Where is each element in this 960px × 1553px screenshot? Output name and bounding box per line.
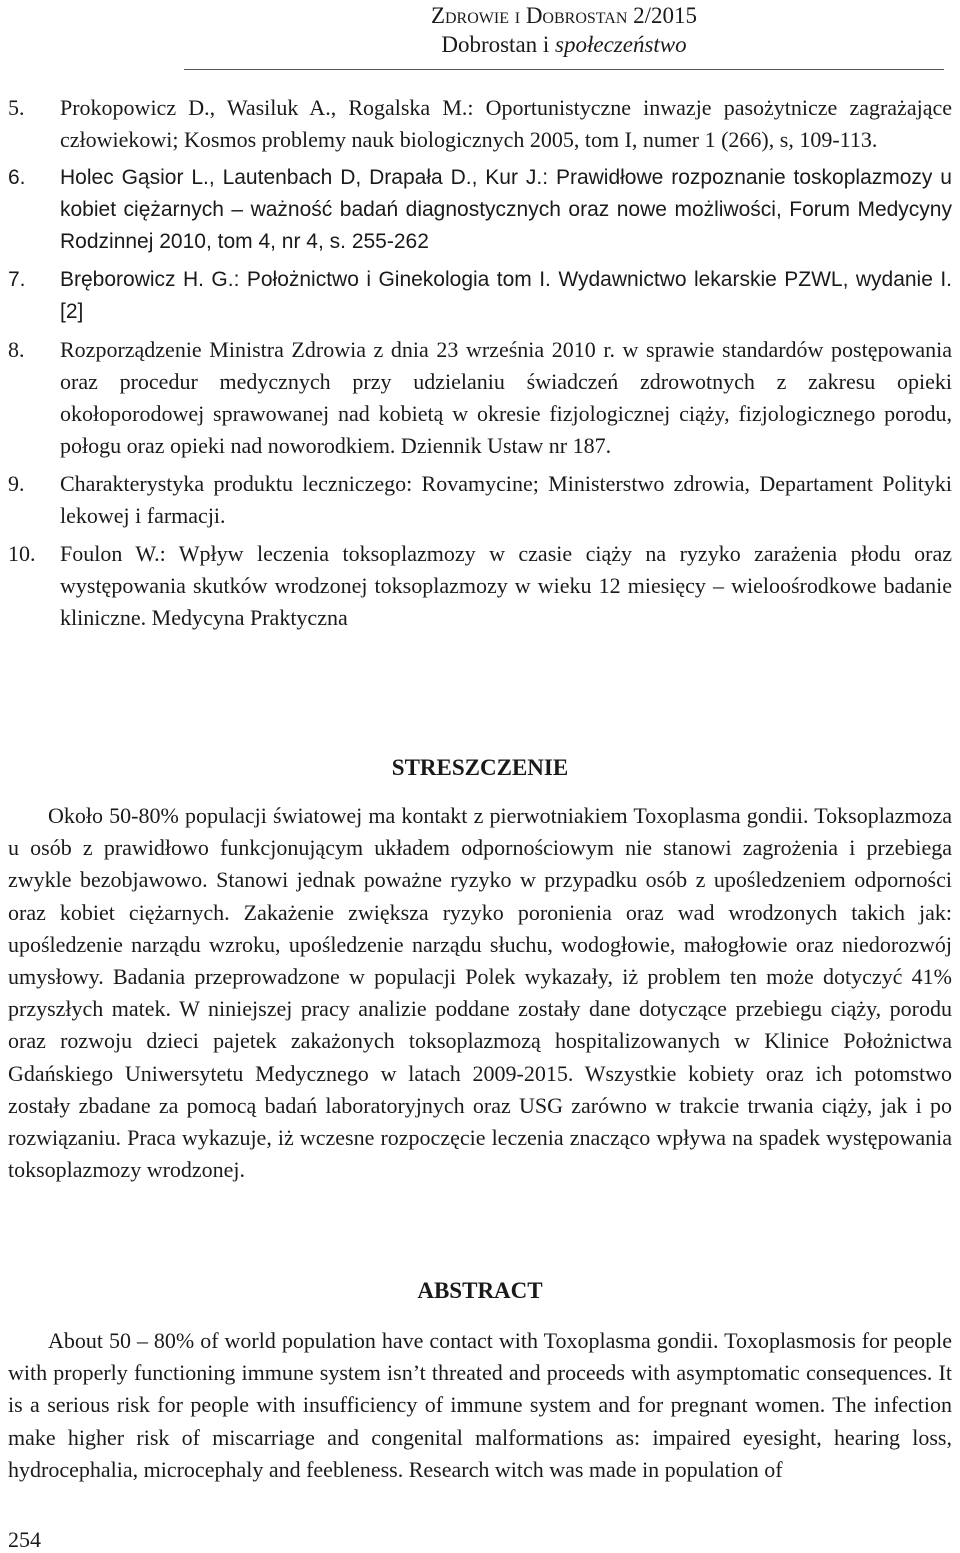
streszczenie-paragraph: Około 50-80% populacji światowej ma kontakt z pierwotniakiem Toxoplasma gondii. Toksoplazmoza u osób z prawidłowo funkcjonującym układem odpornościowym nie stanowi zagrożenia i przebiega zwykle bezobjawowo. Stanowi jednak poważne ryzyko w przypadku osób z upośledzeniem odporności oraz kobiet ciężarnych. Zakażenie zwiększa ryzyko poronienia oraz wad wrodzonych takich jak: upośledzenie narządu wzroku, upośledzenie narządu słuchu, wodogłowie, małogłowie oraz niedorozwój umysłowy. Badania przeprowadzone w populacji Polek wykazały, iż problem ten może dotyczyć 41% przyszłych matek. W niniejszej pracy analizie poddane zostały dane dotyczące przebiegu ciąży, porodu oraz rozwoju dzieci pajetek zakażonych toksoplazmozą hospitalizowanych w Klinice Położnictwa Gdańskiego Uniwersytetu Medycznego w latach 2009-2015. Wszystkie kobiety oraz ich potomstwo zostały zbadane za pomocą badań laboratoryjnych oraz USG zarówno w trakcie trwania ciąży, jak i po rozwiązaniu. Praca wykazuje, iż wczesne rozpoczęcie leczenia znacząco wpływa na spadek występowania toksoplazmozy wrodzonej.	[8, 803, 952, 1183]
reference-number: 5.	[8, 95, 25, 120]
reference-text: Foulon W.: Wpływ leczenia toksoplazmozy w czasie ciąży na ryzyko zarażenia płodu oraz występowania skutków wrodzonej toksoplazmozy w wieku 12 miesięcy – wieloośrodkowe badanie kliniczne. Medycyna Praktyczna	[60, 541, 952, 630]
running-header	[184, 2, 944, 60]
section-prefix: Dobrostan i	[441, 32, 556, 57]
reference-text: Prokopowicz D., Wasiluk A., Rogalska M.: Oportunistyczne inwazje pasożytnicze zagrażające człowiekowi; Kosmos problemy nauk biologicznych 2005, tom I, numer 1 (266), s, 109-113.	[60, 95, 952, 152]
reference-number: 8.	[8, 337, 25, 362]
reference-item	[8, 468, 952, 532]
reference-number: 6.	[8, 166, 26, 189]
reference-list	[8, 92, 952, 640]
abstract-paragraph: About 50 – 80% of world population have contact with Toxoplasma gondii. Toxoplasmosis for people with properly functioning immune system isn’t threated and proceeds with asymptomatic consequences. It is a serious risk for people with insufficiency of immune system and for pregnant women. The infection make higher risk of miscarriage and congenital malformations as: impaired eyesight, hearing loss, hydrocephalia, microcephaly and feebleness. Research witch was made in population of	[8, 1328, 952, 1482]
reference-text: Charakterystyka produktu leczniczego: Rovamycine; Ministerstwo zdrowia, Departament Polityki lekowej i farmacji.	[60, 471, 952, 528]
reference-item	[8, 162, 952, 258]
section-italic: społeczeństwo	[555, 32, 687, 57]
journal-title: Zdrowie i Dobrostan 2/2015	[430, 3, 698, 28]
reference-number: 9.	[8, 471, 25, 496]
reference-text: Holec Gąsior L., Lautenbach D, Drapała D., Kur J.: Prawidłowe rozpoznanie toskoplazmozy u kobiet ciężarnych – ważność badań diagnostycznych oraz nowe możliwości, Forum Medycyny Rodzinnej 2010, tom 4, nr 4, s. 255-262	[60, 166, 952, 253]
reference-item	[8, 334, 952, 462]
reference-item	[8, 264, 952, 328]
reference-number: 10.	[8, 541, 36, 566]
streszczenie-heading: STRESZCZENIE	[391, 755, 569, 780]
reference-item	[8, 92, 952, 156]
page-number: 254	[8, 1527, 41, 1552]
abstract-heading: ABSTRACT	[417, 1278, 543, 1303]
reference-text: Rozporządzenie Ministra Zdrowia z dnia 23 września 2010 r. w sprawie standardów postępowania oraz procedur medycznych przy udzielaniu świadczeń zdrowotnych z zakresu opieki okołoporodowej sprawowanej nad kobietą w okresie fizjologicznej ciąży, fizjologicznego porodu, połogu oraz opieki nad noworodkiem. Dziennik Ustaw nr 187.	[60, 337, 952, 458]
section-title	[184, 30, 944, 60]
reference-text: Bręborowicz H. G.: Położnictwo i Ginekologia tom I. Wydawnictwo lekarskie PZWL, wydanie I. [2]	[60, 268, 952, 323]
reference-item	[8, 538, 952, 634]
reference-number: 7.	[8, 268, 26, 291]
header-rule	[184, 69, 944, 70]
